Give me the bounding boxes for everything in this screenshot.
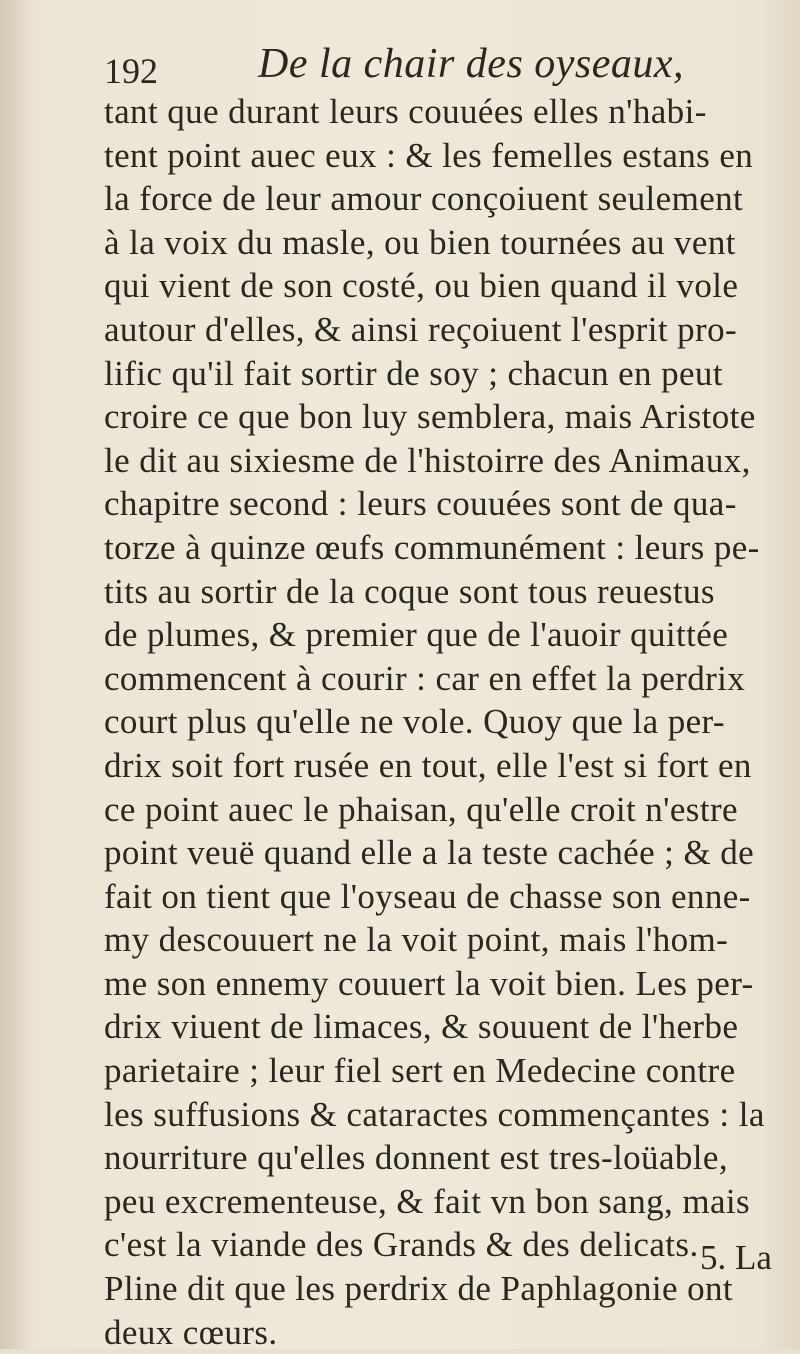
text-line: tits au sortir de la coque sont tous reuestus [104,571,715,611]
text-line: parietaire ; leur fiel sert en Medecine contre [104,1051,736,1091]
running-title: De la chair des oyseaux, [258,41,685,87]
text-line: ce point auec le phaisan, qu'elle croit n'estre [104,789,738,829]
text-line: tant que durant leurs couuées elles n'habi- [104,92,707,131]
text-line: à la voix du masle, ou bien tournées au vent [104,222,736,262]
text-line: tent point auec eux : & les femelles estans en [104,135,754,175]
text-line: my descouuert ne la voit point, mais l'hom- [104,920,729,960]
page-number: 192 [104,51,158,91]
text-line: court plus qu'elle ne vole. Quoy que la per- [104,702,725,742]
text-line: chapitre second : leurs couuées sont de qua- [104,484,737,524]
text-line: fait on tient que l'oyseau de chasse son enne- [104,876,751,916]
text-line: commencent à courir : car en effet la perdrix [104,658,746,698]
text-line: nourriture qu'elles donnent est tres-loüable, [104,1138,728,1178]
text-line: c'est la viande des Grands & des delicats. [104,1225,699,1265]
page-header [104,36,704,96]
text-line: drix soit fort rusée en tout, elle l'est si fort en [104,745,752,785]
text-line: les suffusions & cataractes commençantes : la [104,1094,765,1134]
gutter-shadow [0,0,30,1349]
text-line: Pline dit que les perdrix de Paphlagonie ont [104,1269,734,1309]
text-line: le dit au sixiesme de l'histoirre des Animaux, [104,440,751,480]
text-line: autour d'elles, & ainsi reçoiuent l'esprit pro- [104,309,738,349]
text-line: point veuë quand elle a la teste cachée ; & de [104,833,755,873]
text-line: qui vient de son costé, ou bien quand il vole [104,266,739,306]
text-line: torze à quinze œufs communément : leurs pe- [104,527,760,567]
text-line: drix viuent de limaces, & souuent de l'herbe [104,1007,739,1047]
text-line: peu excrementeuse, & fait vn bon sang, mais [104,1181,751,1221]
text-line: la force de leur amour conçoiuent seulement [104,179,744,219]
text-line: deux cœurs. [104,1312,278,1352]
text-line: me son ennemy couuert la voit bien. Les per- [104,963,754,1003]
text-line: lific qu'il fait sortir de soy ; chacun en peut [104,353,723,393]
body-text [104,90,794,1354]
catchword: 5. La [700,1238,772,1277]
text-line: croire ce que bon luy semblera, mais Aristote [104,397,756,437]
text-line: de plumes, & premier que de l'auoir quittée [104,615,729,655]
